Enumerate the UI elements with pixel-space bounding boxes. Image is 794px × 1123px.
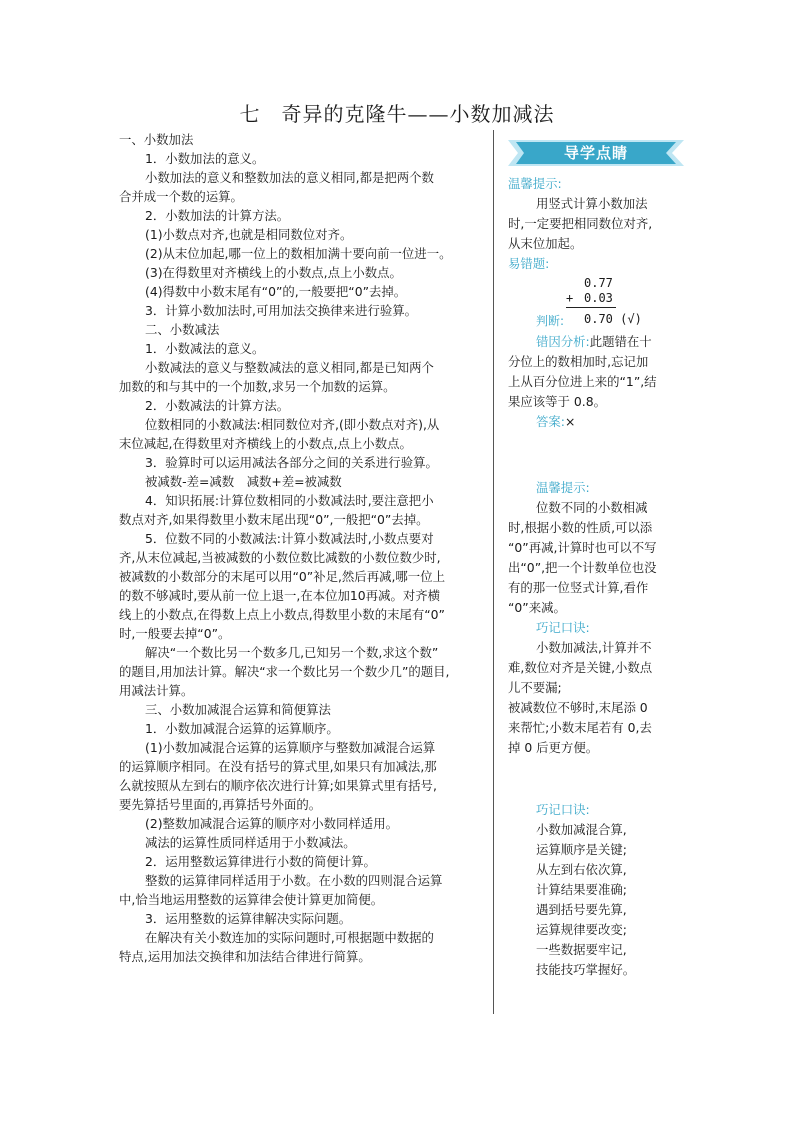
text-line: (2)整数加减混合运算的顺序对小数同样适用。 xyxy=(145,816,398,831)
text-line: 位数相同的小数减法:相同数位对齐,(即小数点对齐),从 xyxy=(145,417,440,432)
text-line: (3)在得数里对齐横线上的小数点,点上小数点。 xyxy=(145,265,402,280)
tip-line: 用竖式计算小数加法 xyxy=(536,196,648,211)
addend-1: 0.77 xyxy=(584,276,613,290)
tip-line: “0”来减。 xyxy=(508,600,566,615)
text-line: 1．小数加减混合运算的运算顺序。 xyxy=(145,721,339,736)
rhyme-line: 被减数位不够时,末尾添 0 xyxy=(508,700,648,715)
judge-label: 判断: xyxy=(536,314,565,328)
plus-sign: + xyxy=(566,291,574,305)
text-line: 三、小数加减混合运算和简便算法 xyxy=(145,702,331,717)
tip-line: “0”再减,计算时也可以不写 xyxy=(508,540,657,555)
column-divider xyxy=(493,130,494,1014)
text-line: 要先算括号里面的,再算括号外面的。 xyxy=(119,797,322,812)
text-line: 1．小数减法的意义。 xyxy=(145,341,265,356)
text-line: 整数的运算律同样适用于小数。在小数的四则混合运算 xyxy=(145,873,443,888)
text-line: 么就按照从左到右的顺序依次进行计算;如果算式里有括号, xyxy=(119,778,437,793)
rhyme-line: 来帮忙;小数末尾若有 0,去 xyxy=(508,720,652,735)
text-line: 时,一般要去掉“0”。 xyxy=(119,626,231,641)
sum-line xyxy=(566,307,616,308)
text-line: 3．计算小数加法时,可用加法交换律来进行验算。 xyxy=(145,303,418,318)
error-label: 易错题: xyxy=(508,256,550,271)
text-line: 3．验算时可以运用减法各部分之间的关系进行验算。 xyxy=(145,455,438,470)
rhyme-line: 从左到右依次算, xyxy=(536,862,627,877)
rhyme-label: 巧记口诀: xyxy=(536,620,590,635)
text-line: 被减数-差=减数 减数+差=被减数 xyxy=(145,474,342,489)
text-line: 的数不够减时,要从前一位上退一,在本位加10再减。对齐横 xyxy=(119,588,441,603)
rhyme-line: 技能技巧掌握好。 xyxy=(536,962,636,977)
text-line: 1．小数加法的意义。 xyxy=(145,151,265,166)
tip-block-2 xyxy=(508,478,688,758)
banner-title: 导学点睛 xyxy=(563,144,628,162)
analysis-line: 上从百分位进上来的“1”,结 xyxy=(508,374,657,389)
text-line: 减法的运算性质同样适用于小数减法。 xyxy=(145,835,356,850)
text-line: 3．运用整数的运算律解决实际问题。 xyxy=(145,911,352,926)
text-line: 在解决有关小数连加的实际问题时,可根据题中数据的 xyxy=(145,930,434,945)
text-line: (1)小数点对齐,也就是相同数位对齐。 xyxy=(145,227,353,242)
text-line: 解决“一个数比另一个数多几,已知另一个数,求这个数” xyxy=(145,645,439,660)
text-line: 末位减起,在得数里对齐横线上的小数点,点上小数点。 xyxy=(119,436,412,451)
text-line: 数点对齐,如果得数里小数末尾出现“0”,一般把“0”去掉。 xyxy=(119,512,429,527)
text-line: 4．知识拓展:计算位数相同的小数减法时,要注意把小 xyxy=(145,493,434,508)
text-line: 一、小数加法 xyxy=(119,132,194,147)
rhyme-line: 一些数据要牢记, xyxy=(536,942,627,957)
analysis-label: 错因分析: xyxy=(536,334,590,349)
answer-label: 答案: xyxy=(536,414,565,429)
tip-label: 温馨提示: xyxy=(536,480,590,495)
rhyme-line: 难,数位对齐是关键,小数点 xyxy=(508,660,653,675)
rhyme-label: 巧记口诀: xyxy=(536,802,590,817)
text-line: 小数减法的意义与整数减法的意义相同,都是已知两个 xyxy=(145,360,434,375)
rhyme-line: 掉 0 后更方便。 xyxy=(508,740,599,755)
text-line: 2．小数减法的计算方法。 xyxy=(145,398,290,413)
text-line: 线上的小数点,在得数上点上小数点,得数里小数的末尾有“0” xyxy=(119,607,445,622)
text-line: (2)从末位加起,哪一位上的数相加满十要向前一位进一。 xyxy=(145,246,452,261)
tip-label: 温馨提示: xyxy=(508,176,562,191)
tip-line: 出“0”,把一个计数单位也没 xyxy=(508,560,657,575)
rhyme-line: 计算结果要准确; xyxy=(536,882,627,897)
rhyme-line: 运算规律要改变; xyxy=(536,922,627,937)
sidebar-notes xyxy=(508,140,688,977)
text-line: 用减法计算。 xyxy=(119,683,194,698)
text-line: 2．运用整数运算律进行小数的简便计算。 xyxy=(145,854,376,869)
page-title: 七 奇异的克隆牛——小数加减法 xyxy=(239,102,555,126)
analysis-text: 此题错在十 xyxy=(589,334,652,349)
text-line: 特点,运用加法交换律和加法结合律进行简算。 xyxy=(119,949,371,964)
text-line: 2．小数加法的计算方法。 xyxy=(145,208,290,223)
rhyme-line: 小数加减法,计算并不 xyxy=(536,640,652,655)
guide-banner xyxy=(508,140,684,166)
analysis-line: 分位上的数相加时,忘记加 xyxy=(508,354,649,369)
text-line: (1)小数加减混合运算的运算顺序与整数加减混合运算 xyxy=(145,740,436,755)
vertical-calculation xyxy=(508,274,688,332)
text-line: (4)得数中小数末尾有“0”的,一般要把“0”去掉。 xyxy=(145,284,407,299)
text-line: 小数加法的意义和整数加法的意义相同,都是把两个数 xyxy=(145,170,434,185)
tip-line: 从末位加起。 xyxy=(508,236,583,251)
rhyme-line: 运算顺序是关键; xyxy=(536,842,627,857)
rhyme-line: 遇到括号要先算, xyxy=(536,902,627,917)
rhyme-line: 小数加减混合算, xyxy=(536,822,627,837)
text-line: 被减数的小数部分的末尾可以用“0”补足,然后再减,哪一位上 xyxy=(119,569,445,584)
rhyme-line: 儿不要漏; xyxy=(508,680,562,695)
text-line: 的题目,用加法计算。解决“求一个数比另一个数少几”的题目, xyxy=(119,664,450,679)
analysis-line: 果应该等于 0.8。 xyxy=(508,394,606,409)
main-content xyxy=(119,130,485,966)
sum-result: 0.70 (√) xyxy=(584,312,642,326)
answer-value: × xyxy=(564,414,576,429)
text-line: 合并成一个数的运算。 xyxy=(119,189,243,204)
tip-block-1 xyxy=(508,174,688,432)
text-line: 中,恰当地运用整数的运算律会使计算更加简便。 xyxy=(119,892,384,907)
tip-line: 时,一定要把相同数位对齐, xyxy=(508,216,653,231)
text-line: 加数的和与其中的一个加数,求另一个加数的运算。 xyxy=(119,379,396,394)
tip-line: 位数不同的小数相减 xyxy=(536,500,648,515)
text-line: 齐,从末位减起,当被减数的小数位数比减数的小数位数少时, xyxy=(119,550,441,565)
text-line: 5．位数不同的小数减法:计算小数减法时,小数点要对 xyxy=(145,531,434,546)
addend-2: 0.03 xyxy=(584,291,613,305)
text-line: 二、小数减法 xyxy=(145,322,220,337)
rhyme-block-3 xyxy=(508,800,688,980)
tip-line: 时,根据小数的性质,可以添 xyxy=(508,520,653,535)
tip-line: 有的那一位竖式计算,看作 xyxy=(508,580,649,595)
text-line: 的运算顺序相同。在没有括号的算式里,如果只有加减法,那 xyxy=(119,759,437,774)
